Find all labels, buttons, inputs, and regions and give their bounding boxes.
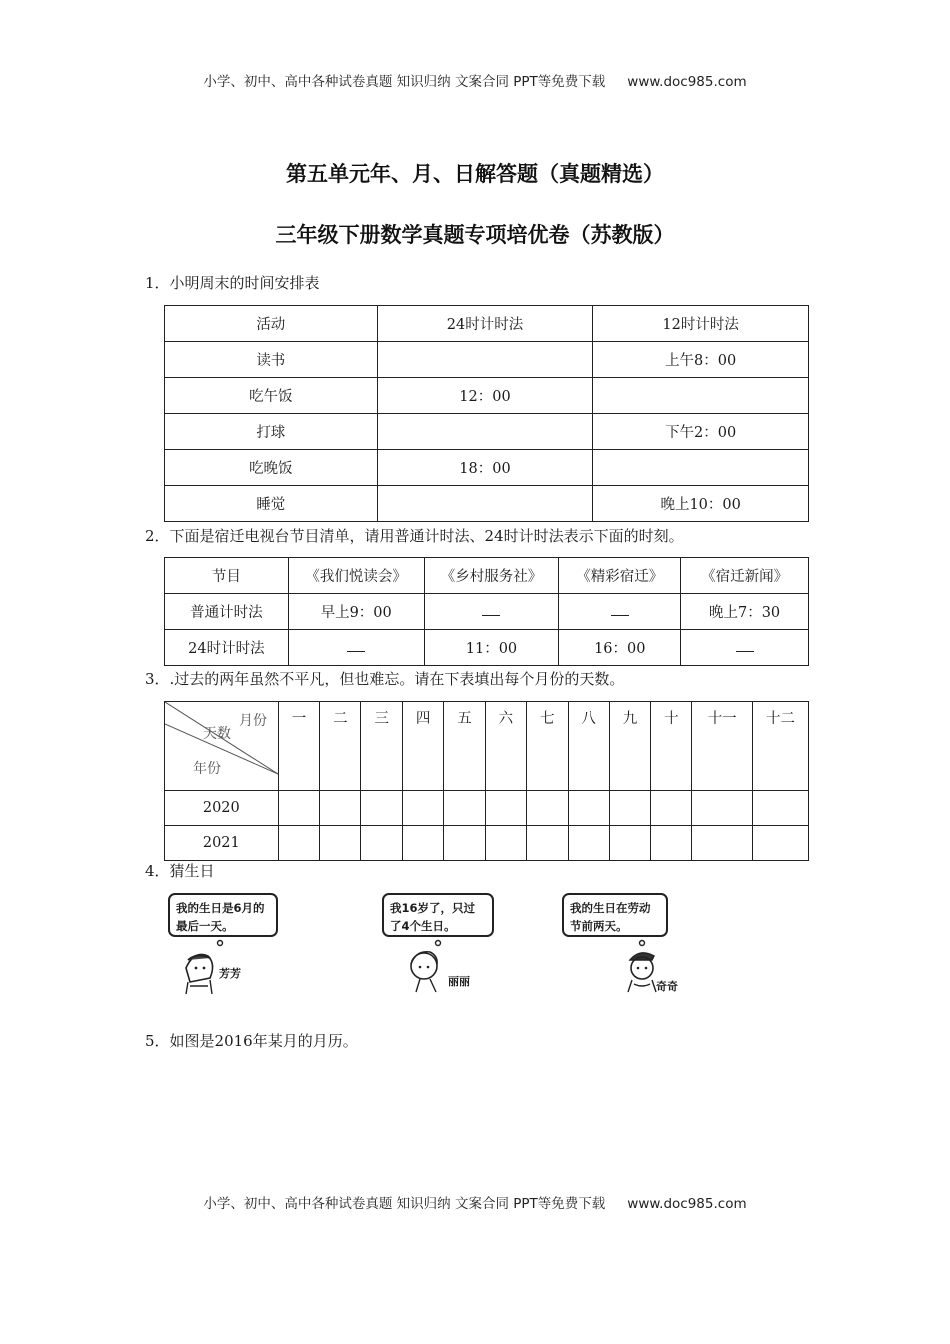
page-footer	[0, 1192, 950, 1212]
time-cell: 早上9：00	[288, 594, 424, 630]
time-cell-24h: 12：00	[377, 378, 593, 414]
answer-cell-12h[interactable]	[593, 450, 809, 486]
month-header: 九	[609, 702, 651, 791]
month-header: 一	[278, 702, 320, 791]
answer-cell[interactable]	[361, 826, 403, 861]
answer-cell[interactable]	[485, 826, 526, 861]
answer-cell[interactable]	[278, 791, 320, 826]
time-cell-12h: 下午2：00	[593, 414, 809, 450]
answer-cell[interactable]	[651, 791, 692, 826]
answer-cell[interactable]	[568, 791, 609, 826]
answer-cell[interactable]	[753, 791, 809, 826]
month-header: 五	[444, 702, 486, 791]
table-row	[165, 342, 809, 378]
answer-cell[interactable]	[444, 791, 486, 826]
month-header: 七	[526, 702, 568, 791]
header-cell: 《乡村服务社》	[424, 558, 559, 594]
corner-days-label: 天数	[203, 726, 231, 742]
schedule-table	[164, 305, 809, 522]
answer-cell[interactable]	[609, 791, 651, 826]
time-cell: 16：00	[559, 630, 681, 666]
time-cell: 晚上7：30	[681, 594, 809, 630]
question-2-label: 2．下面是宿迁电视台节目清单，请用普通计时法、24时计时法表示下面的时刻。	[145, 527, 684, 545]
answer-cell-24h[interactable]	[377, 342, 593, 378]
answer-blank[interactable]	[611, 603, 629, 616]
row-label: 24时计时法	[165, 630, 289, 666]
table-row	[165, 378, 809, 414]
answer-cell-24h[interactable]	[377, 486, 593, 522]
answer-cell[interactable]	[526, 826, 568, 861]
answer-cell[interactable]	[692, 826, 753, 861]
time-cell-12h: 上午8：00	[593, 342, 809, 378]
answer-cell-12h[interactable]	[593, 378, 809, 414]
answer-cell[interactable]	[609, 826, 651, 861]
table-row	[165, 486, 809, 522]
answer-cell[interactable]	[361, 791, 403, 826]
time-cell-12h: 晚上10：00	[593, 486, 809, 522]
table-header-row	[165, 306, 809, 342]
corner-month-label: 月份	[239, 713, 267, 729]
answer-cell[interactable]	[485, 791, 526, 826]
answer-cell[interactable]	[403, 791, 444, 826]
diagonal-header-cell	[165, 702, 279, 791]
kid-name-fangfang: 芳芳	[219, 967, 241, 980]
time-cell: 11：00	[424, 630, 559, 666]
question-4-label: 4．猜生日	[145, 862, 215, 880]
answer-cell[interactable]	[568, 826, 609, 861]
table-header-row	[165, 558, 809, 594]
answer-cell[interactable]	[444, 826, 486, 861]
header-cell: 24时计时法	[377, 306, 593, 342]
kid-name-qiqi: 奇奇	[656, 980, 678, 993]
answer-cell[interactable]	[320, 791, 361, 826]
table-row	[165, 414, 809, 450]
footer-url[interactable]: www.doc985.com	[627, 1196, 747, 1212]
answer-blank[interactable]	[736, 639, 754, 652]
answer-blank[interactable]	[482, 603, 500, 616]
footer-text: 小学、初中、高中各种试卷真题 知识归纳 文案合同 PPT等免费下载	[203, 1196, 606, 1212]
activity-cell: 吃晚饭	[165, 450, 378, 486]
header-cell: 《我们悦读会》	[288, 558, 424, 594]
answer-cell[interactable]	[320, 826, 361, 861]
answer-blank[interactable]	[347, 639, 365, 652]
month-days-table	[164, 701, 809, 861]
page-header	[0, 70, 950, 90]
header-cell: 《宿迁新闻》	[681, 558, 809, 594]
document-title: 第五单元年、月、日解答题（真题精选）	[286, 162, 664, 186]
header-url[interactable]: www.doc985.com	[627, 74, 747, 90]
answer-cell[interactable]	[526, 791, 568, 826]
answer-cell[interactable]	[651, 826, 692, 861]
answer-cell[interactable]	[403, 826, 444, 861]
answer-cell[interactable]	[559, 594, 681, 630]
answer-cell-24h[interactable]	[377, 414, 593, 450]
activity-cell: 打球	[165, 414, 378, 450]
month-header: 六	[485, 702, 526, 791]
document-subtitle: 三年级下册数学真题专项培优卷（苏教版）	[275, 223, 675, 247]
speech-bubble-fangfang: 我的生日是6月的最后一天。	[168, 893, 278, 937]
table-row	[165, 630, 809, 666]
month-header: 四	[403, 702, 444, 791]
header-cell: 活动	[165, 306, 378, 342]
header-cell: 《精彩宿迁》	[559, 558, 681, 594]
kid-name-lili: 丽丽	[448, 975, 470, 988]
activity-cell: 睡觉	[165, 486, 378, 522]
table-row	[165, 450, 809, 486]
answer-cell[interactable]	[681, 630, 809, 666]
month-header: 十二	[753, 702, 809, 791]
header-cell: 节目	[165, 558, 289, 594]
month-header: 十一	[692, 702, 753, 791]
speech-bubble-qiqi: 我的生日在劳动节前两天。	[562, 893, 668, 937]
table-row	[165, 826, 809, 861]
table-header-row	[165, 702, 809, 791]
month-header: 三	[361, 702, 403, 791]
question-5-label: 5．如图是2016年某月的月历。	[145, 1032, 358, 1050]
row-label: 普通计时法	[165, 594, 289, 630]
answer-cell[interactable]	[424, 594, 559, 630]
year-cell: 2020	[165, 791, 279, 826]
answer-cell[interactable]	[288, 630, 424, 666]
month-header: 八	[568, 702, 609, 791]
table-row	[165, 791, 809, 826]
answer-cell[interactable]	[753, 826, 809, 861]
answer-cell[interactable]	[278, 826, 320, 861]
activity-cell: 读书	[165, 342, 378, 378]
header-text: 小学、初中、高中各种试卷真题 知识归纳 文案合同 PPT等免费下载	[203, 74, 606, 90]
table-row	[165, 594, 809, 630]
tv-program-table	[164, 557, 809, 666]
speech-bubble-lili: 我16岁了，只过了4个生日。	[382, 893, 494, 937]
month-header: 二	[320, 702, 361, 791]
time-cell-24h: 18：00	[377, 450, 593, 486]
month-header: 十	[651, 702, 692, 791]
activity-cell: 吃午饭	[165, 378, 378, 414]
year-cell: 2021	[165, 826, 279, 861]
answer-cell[interactable]	[692, 791, 753, 826]
header-cell: 12时计时法	[593, 306, 809, 342]
corner-year-label: 年份	[193, 761, 221, 777]
question-3-label: 3．.过去的两年虽然不平凡，但也难忘。请在下表填出每个月份的天数。	[145, 670, 625, 688]
question-1-label: 1．小明周末的时间安排表	[145, 274, 320, 292]
